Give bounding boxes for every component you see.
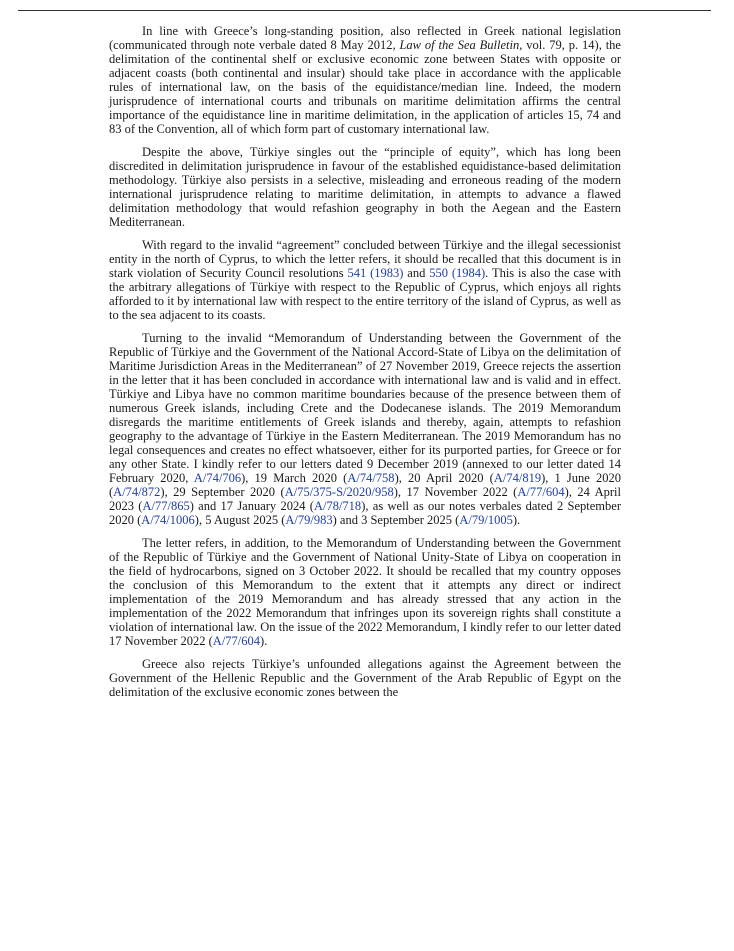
document-symbol-link[interactable]: A/79/1005 xyxy=(459,513,513,527)
paragraph xyxy=(109,657,621,699)
paragraph-text: In line with Greece’s long-standing position, also reflected in Greek national legislation (communicated through note verbale dated 8 May 2012, xyxy=(109,24,621,52)
header-rule xyxy=(18,10,711,11)
paragraph-text: ). xyxy=(260,634,268,648)
document-symbol-link[interactable]: A/74/819 xyxy=(493,471,542,485)
paragraph-text: Turning to the invalid “Memorandum of Understanding between the Government of the Republic of Türkiye and the Government of the National Accord-State of Libya on the delimitation of Maritime Jurisdiction Areas in the Mediterranean” of 27 November 2019, Greece rejects the assertion in the letter that it has been concluded in accordance with international law and is valid and in effect. Türkiye and Libya have no common maritime boundaries because of the presence between them of numerous Greek islands, including Crete and the Dodecanese islands. The 2019 Memorandum disregards the maritime entitlements of Greek islands and thereby, again, attempts to refashion geography to the advantage of Türkiye in the Eastern Mediterranean. The 2019 Memorandum has no legal consequences and creates no effect whatsoever, either for its purported parties, for Greece or for any other State. I kindly refer to our letters dated 9 December 2019 (annexed to our letter dated 14 February 2020, xyxy=(109,331,621,485)
document-symbol-link[interactable]: A/74/758 xyxy=(347,471,395,485)
paragraph xyxy=(109,536,621,648)
paragraph-text: ), 29 September 2020 ( xyxy=(160,485,285,499)
paragraph-text: ), 5 August 2025 ( xyxy=(194,513,286,527)
paragraph-text: With regard to the invalid “agreement” concluded between Türkiye and the illegal secessionist entity in the north of Cyprus, to which the letter refers, it should be recalled that this document is in stark violation of Security Council resolutions xyxy=(109,238,621,280)
paragraph xyxy=(109,331,621,527)
paragraph-text: ), 19 March 2020 ( xyxy=(241,471,348,485)
paragraph-text: and xyxy=(403,266,430,280)
document-symbol-link[interactable]: A/79/983 xyxy=(285,513,333,527)
document-symbol-link[interactable]: 550 (1984) xyxy=(429,266,486,280)
publication-title: Law of the Sea Bulletin xyxy=(399,38,520,52)
paragraph-text: The letter refers, in addition, to the Memorandum of Understanding between the Government of the Republic of Türkiye and the Government of National Unity-State of Libya on cooperation in the field of hydrocarbons, signed on 3 October 2022. It should be recalled that my country opposes the conclusion of this Memorandum to the extent that it attempts any direct or indirect implementation of the 2019 Memorandum and has already stressed that any action in the implementation of the 2022 Memorandum that infringes upon its sovereign rights shall constitute a violation of international law. On the issue of the 2022 Memorandum, I kindly refer to our letter dated 17 November 2022 ( xyxy=(109,536,621,648)
paragraph-text: ). xyxy=(512,513,521,527)
document-symbol-link[interactable]: A/77/604 xyxy=(212,634,261,648)
paragraph xyxy=(109,145,621,229)
document-symbol-link[interactable]: A/77/604 xyxy=(517,485,565,499)
paragraph-text: . This is also the case with the arbitrary allegations of Türkiye with respect to the Republic of Cyprus, which enjoys all rights afforded to it by international law with respect to the entire territory of the island of Cyprus, as well as to the sea adjacent to its coasts. xyxy=(109,266,621,322)
document-symbol-link[interactable]: 541 (1983) xyxy=(347,266,404,280)
document-body xyxy=(109,24,621,708)
paragraph-text: Despite the above, Türkiye singles out the “principle of equity”, which has long been discredited in delimitation jurisprudence in favour of the established equidistance-based delimitation methodology. Türkiye also persists in a selective, misleading and erroneous reading of the modern international jurisprudence relating to maritime delimitation, in attempts to advance a flawed delimitation methodology that would refashion geography in both the Aegean and the Eastern Mediterranean. xyxy=(109,145,621,229)
paragraph-text: ), 24 April 2023 ( xyxy=(109,485,622,513)
paragraph-text: ), as well as our notes verbales dated 2 September 2020 ( xyxy=(109,499,621,527)
paragraph-text: ), 17 November 2022 ( xyxy=(393,485,518,499)
paragraph xyxy=(109,24,621,136)
paragraph xyxy=(109,238,621,322)
document-symbol-link[interactable]: A/74/1006 xyxy=(141,513,195,527)
paragraph-text: ) and 17 January 2024 ( xyxy=(189,499,314,513)
paragraph-text: , vol. 79, p. 14), the delimitation of the continental shelf or exclusive economic zone between States with opposite or adjacent coasts (both continental and insular) should take place in accordance with the applicable rules of international law, on the basis of the equidistance/median line. Indeed, the modern jurisprudence of international courts and tribunals on maritime delimitation affirms the central importance of the equidistance line in maritime delimitation, in the application of articles 15, 74 and 83 of the Convention, all of which form part of customary international law. xyxy=(109,38,621,136)
paragraph-text: Greece also rejects Türkiye’s unfounded allegations against the Agreement between the Government of the Hellenic Republic and the Government of the Arab Republic of Egypt on the delimitation of the exclusive economic zones between the xyxy=(109,657,621,699)
document-symbol-link[interactable]: A/77/865 xyxy=(142,499,190,513)
document-symbol-link[interactable]: A/74/706 xyxy=(193,471,242,485)
paragraph-text: ) and 3 September 2025 ( xyxy=(332,513,460,527)
paragraph-text: ), 20 April 2020 ( xyxy=(394,471,494,485)
document-symbol-link[interactable]: A/75/375-S/2020/958 xyxy=(284,485,394,499)
document-symbol-link[interactable]: A/78/718 xyxy=(313,499,362,513)
paragraph-text: ), 1 June 2020 ( xyxy=(109,471,622,499)
document-symbol-link[interactable]: A/74/872 xyxy=(113,485,161,499)
